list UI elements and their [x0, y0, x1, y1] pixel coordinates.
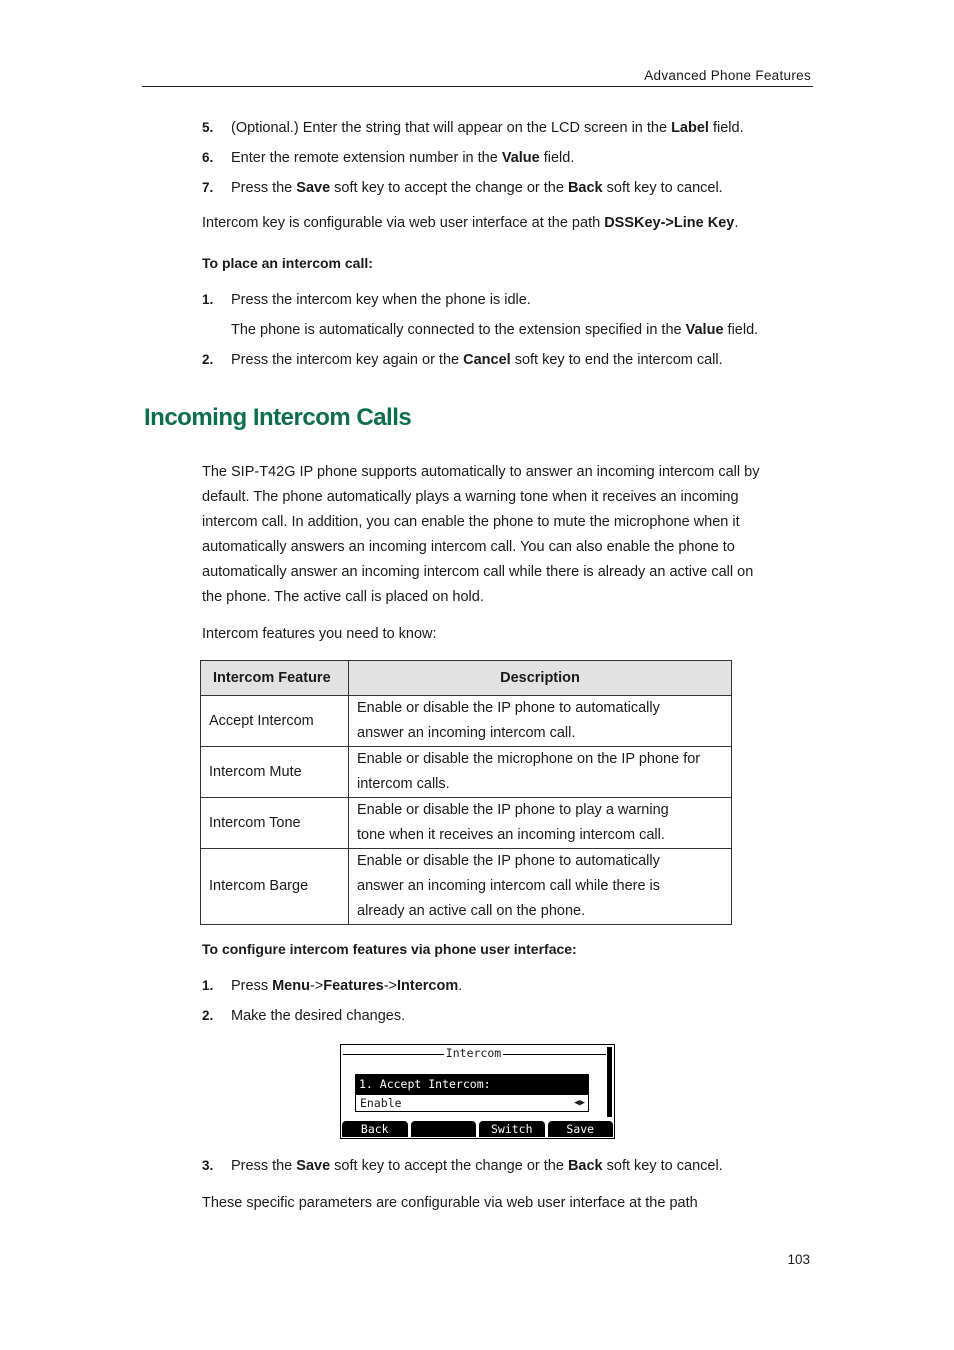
- step-number: 7.: [202, 180, 214, 195]
- lcd-scrollbar: [607, 1047, 612, 1117]
- description-line: intercom calls.: [357, 776, 450, 792]
- step-number: 6.: [202, 150, 214, 165]
- step-text: Press: [231, 978, 273, 994]
- note-text: Intercom key is configurable via web user interface at the path: [202, 215, 605, 231]
- web-path: DSSKey->Line Key: [604, 215, 735, 231]
- description-cell: [349, 747, 732, 798]
- step-text: Make the desired changes.: [231, 1008, 406, 1024]
- phone-lcd-screenshot: [340, 1044, 615, 1139]
- description-line: answer an incoming intercom call while there is: [357, 878, 661, 894]
- step-number: 5.: [202, 120, 214, 135]
- step-number: 2.: [202, 352, 214, 367]
- page-number: 103: [787, 1252, 810, 1267]
- feature-cell: Intercom Mute: [201, 747, 349, 798]
- lcd-value: Enable: [360, 1096, 402, 1110]
- step-text: Press the intercom key again or the: [231, 352, 464, 368]
- menu-term: Menu: [272, 978, 310, 994]
- description-line: Enable or disable the IP phone to automatically: [357, 853, 660, 869]
- header-rule: [142, 86, 813, 87]
- ui-term: Back: [567, 1158, 603, 1174]
- step-text: soft key to accept the change or the: [330, 1158, 568, 1174]
- lcd-value-field: [355, 1094, 589, 1112]
- description-line: Enable or disable the microphone on the IP phone for: [357, 751, 701, 767]
- note-text: .: [734, 215, 739, 231]
- description-cell: [349, 696, 732, 747]
- intro-line: automatically answer an incoming intercom call while there is already an active call on: [202, 564, 754, 580]
- feature-cell: Accept Intercom: [201, 696, 349, 747]
- intro-line: intercom call. In addition, you can enable the phone to mute the microphone when it: [202, 514, 740, 530]
- ui-term: Label: [671, 120, 709, 136]
- step-text: (Optional.) Enter the string that will appear on the LCD screen in the: [231, 120, 672, 136]
- ui-term: Value: [685, 322, 724, 338]
- step-text: soft key to cancel.: [602, 1158, 723, 1174]
- step-number: 1.: [202, 978, 214, 993]
- table-row: [201, 798, 732, 849]
- step-text: field.: [539, 150, 575, 166]
- features-intro: Intercom features you need to know:: [202, 626, 437, 642]
- step-text: Press the: [231, 180, 297, 196]
- description-cell: [349, 798, 732, 849]
- lcd-title: [341, 1046, 606, 1060]
- table-row: [201, 849, 732, 925]
- configure-heading: To configure intercom features via phone user interface:: [202, 941, 577, 957]
- step-text: soft key to end the intercom call.: [510, 352, 723, 368]
- description-line: Enable or disable the IP phone to automatically: [357, 700, 660, 716]
- softkey-blank: [411, 1121, 477, 1137]
- lcd-softkeys: [342, 1121, 613, 1137]
- ui-term: Save: [296, 180, 331, 196]
- running-header: Advanced Phone Features: [644, 68, 811, 83]
- feature-cell: Intercom Tone: [201, 798, 349, 849]
- closing-paragraph: These specific parameters are configurable via web user interface at the path: [202, 1195, 698, 1211]
- ui-term: Back: [567, 180, 603, 196]
- step-text: soft key to accept the change or the: [330, 180, 568, 196]
- step-text: .: [458, 978, 463, 994]
- menu-term: Features: [323, 978, 384, 994]
- separator: ->: [309, 978, 324, 994]
- column-header-feature: Intercom Feature: [201, 661, 349, 696]
- intro-line: The SIP-T42G IP phone supports automatically to answer an incoming intercom call by: [202, 464, 760, 480]
- feature-cell: Intercom Barge: [201, 849, 349, 925]
- ui-term: Save: [296, 1158, 331, 1174]
- description-cell: [349, 849, 732, 925]
- ui-term: Value: [501, 150, 540, 166]
- softkey-back: Back: [342, 1121, 408, 1137]
- step-text: Enter the remote extension number in the: [231, 150, 502, 166]
- intro-line: automatically answers an incoming intercom call. You can also enable the phone to: [202, 539, 735, 555]
- step-text: field.: [723, 322, 759, 338]
- description-line: tone when it receives an incoming intercom call.: [357, 827, 665, 843]
- step-text: The phone is automatically connected to the extension specified in the: [231, 322, 686, 338]
- table-row: [201, 747, 732, 798]
- step-number: 2.: [202, 1008, 214, 1023]
- ui-term: Cancel: [463, 352, 511, 368]
- step-text: Press the: [231, 1158, 297, 1174]
- table-header-row: [201, 661, 732, 696]
- intro-line: the phone. The active call is placed on hold.: [202, 589, 484, 605]
- menu-term: Intercom: [397, 978, 459, 994]
- place-call-heading: To place an intercom call:: [202, 255, 373, 271]
- separator: ->: [383, 978, 397, 994]
- section-title: Incoming Intercom Calls: [144, 404, 412, 431]
- left-right-arrows-icon: ◀▶: [574, 1098, 585, 1108]
- web-path-note: [202, 215, 738, 231]
- intercom-features-table: [200, 660, 732, 925]
- table-row: [201, 696, 732, 747]
- step-text: field.: [708, 120, 744, 136]
- intro-paragraph: [202, 460, 812, 610]
- step-number: 1.: [202, 292, 214, 307]
- lcd-title-text: Intercom: [445, 1046, 502, 1060]
- intro-line: default. The phone automatically plays a warning tone when it receives an incoming: [202, 489, 739, 505]
- softkey-switch: Switch: [479, 1121, 545, 1137]
- lcd-selected-item: 1. Accept Intercom:: [355, 1074, 589, 1094]
- description-line: already an active call on the phone.: [357, 903, 586, 919]
- description-line: answer an incoming intercom call.: [357, 725, 576, 741]
- step-number: 3.: [202, 1158, 214, 1173]
- softkey-save: Save: [548, 1121, 614, 1137]
- column-header-description: Description: [349, 661, 732, 696]
- description-line: Enable or disable the IP phone to play a warning: [357, 802, 669, 818]
- step-text: soft key to cancel.: [602, 180, 723, 196]
- step-text: Press the intercom key when the phone is idle.: [231, 292, 531, 308]
